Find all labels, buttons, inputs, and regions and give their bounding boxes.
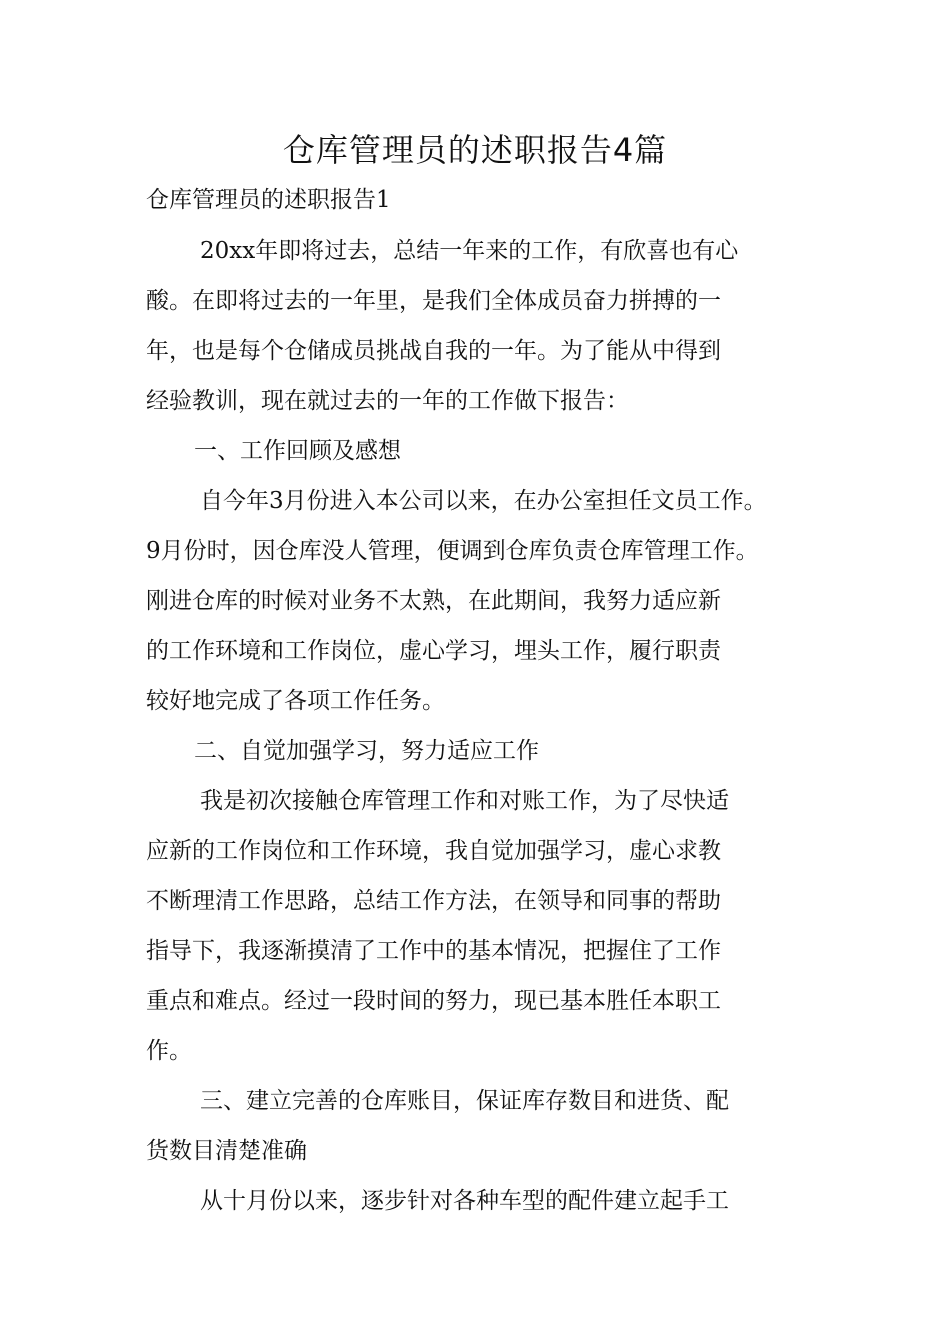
text-line: 指导下，我逐渐摸清了工作中的基本情况，把握住了工作 <box>146 938 721 964</box>
text-line: 应新的工作岗位和工作环境，我自觉加强学习，虚心求教 <box>146 838 721 864</box>
text-line: 货数目清楚准确 <box>146 1138 307 1164</box>
text-line: 重点和难点。经过一段时间的努力，现已基本胜任本职工 <box>146 988 721 1014</box>
text-line: 不断理清工作思路，总结工作方法，在领导和同事的帮助 <box>146 888 721 914</box>
text-line: 作。 <box>146 1038 192 1064</box>
text-line: 我是初次接触仓库管理工作和对账工作，为了尽快适 <box>200 788 729 814</box>
text-line: 酸。在即将过去的一年里，是我们全体成员奋力拼搏的一 <box>146 288 721 314</box>
text-line: 二、自觉加强学习，努力适应工作 <box>194 738 539 764</box>
document-body <box>146 226 811 1226</box>
text-line: 9月份时，因仓库没人管理，便调到仓库负责仓库管理工作。 <box>146 538 759 564</box>
document-title: 仓库管理员的述职报告4篇 <box>282 131 668 169</box>
text-line: 自今年3月份进入本公司以来，在办公室担任文员工作。 <box>200 488 767 514</box>
text-line: 一、工作回顾及感想 <box>194 438 401 464</box>
text-line: 较好地完成了各项工作任务。 <box>146 688 445 714</box>
text-line: 20xx年即将过去，总结一年来的工作，有欣喜也有心 <box>200 238 739 264</box>
text-line: 年，也是每个仓储成员挑战自我的一年。为了能从中得到 <box>146 338 721 364</box>
text-line: 的工作环境和工作岗位，虚心学习，埋头工作，履行职责 <box>146 638 721 664</box>
section-subtitle: 仓库管理员的述职报告1 <box>146 187 391 213</box>
text-line: 刚进仓库的时候对业务不太熟，在此期间，我努力适应新 <box>146 588 721 614</box>
text-line: 经验教训，现在就过去的一年的工作做下报告： <box>146 388 629 414</box>
text-line: 从十月份以来，逐步针对各种车型的配件建立起手工 <box>200 1188 729 1214</box>
text-line: 三、建立完善的仓库账目，保证库存数目和进货、配 <box>200 1088 729 1114</box>
